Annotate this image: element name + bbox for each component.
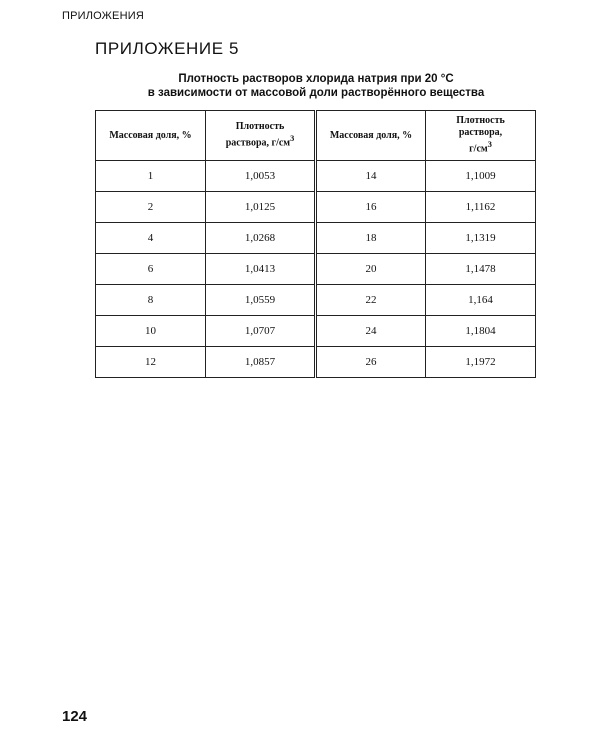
header-density-right bbox=[426, 111, 536, 161]
cell-mass-fraction: 18 bbox=[316, 223, 426, 254]
cell-mass-fraction: 20 bbox=[316, 254, 426, 285]
header-mass-fraction-left-label: Массовая доля, % bbox=[109, 129, 192, 141]
cell-mass-fraction: 12 bbox=[96, 347, 206, 378]
header-density-left-line2: раствора, г/см bbox=[225, 137, 291, 149]
cell-density: 1,1009 bbox=[426, 161, 536, 192]
cell-density: 1,1319 bbox=[426, 223, 536, 254]
table-row bbox=[96, 316, 536, 347]
cell-density: 1,164 bbox=[426, 285, 536, 316]
table-header-row bbox=[96, 111, 536, 161]
cell-mass-fraction: 14 bbox=[316, 161, 426, 192]
header-density-right-line3: г/см bbox=[469, 143, 488, 155]
cell-density: 1,1162 bbox=[426, 192, 536, 223]
cell-mass-fraction: 8 bbox=[96, 285, 206, 316]
cell-mass-fraction: 22 bbox=[316, 285, 426, 316]
cell-mass-fraction: 2 bbox=[96, 192, 206, 223]
header-density-left bbox=[206, 111, 316, 161]
header-density-right-line2: раствора, bbox=[458, 127, 503, 139]
header-mass-fraction-right bbox=[316, 111, 426, 161]
cell-density: 1,0053 bbox=[206, 161, 316, 192]
cell-density: 1,1972 bbox=[426, 347, 536, 378]
appendix-title: ПРИЛОЖЕНИЕ 5 bbox=[95, 39, 240, 58]
cell-density: 1,0413 bbox=[206, 254, 316, 285]
cell-mass-fraction: 26 bbox=[316, 347, 426, 378]
caption-line-1: Плотность растворов хлорида натрия при 20 °С bbox=[178, 73, 454, 85]
table-row bbox=[96, 161, 536, 192]
table-row bbox=[96, 254, 536, 285]
header-mass-fraction-left bbox=[96, 111, 206, 161]
header-density-left-sup: 3 bbox=[290, 134, 295, 144]
cell-mass-fraction: 6 bbox=[96, 254, 206, 285]
page-number: 124 bbox=[62, 708, 88, 725]
caption-line-2: в зависимости от массовой доли растворённого вещества bbox=[147, 87, 485, 99]
density-table-container bbox=[95, 110, 536, 378]
cell-density: 1,0268 bbox=[206, 223, 316, 254]
cell-mass-fraction: 4 bbox=[96, 223, 206, 254]
table-caption bbox=[95, 72, 537, 100]
table-row bbox=[96, 347, 536, 378]
running-head: ПРИЛОЖЕНИЯ bbox=[62, 10, 144, 22]
header-density-left-line1: Плотность bbox=[235, 121, 285, 133]
cell-mass-fraction: 10 bbox=[96, 316, 206, 347]
density-table bbox=[95, 110, 536, 378]
cell-density: 1,0559 bbox=[206, 285, 316, 316]
cell-mass-fraction: 1 bbox=[96, 161, 206, 192]
cell-density: 1,0707 bbox=[206, 316, 316, 347]
cell-density: 1,1478 bbox=[426, 254, 536, 285]
table-row bbox=[96, 192, 536, 223]
cell-mass-fraction: 16 bbox=[316, 192, 426, 223]
header-density-right-sup: 3 bbox=[487, 140, 492, 150]
cell-density: 1,0857 bbox=[206, 347, 316, 378]
cell-density: 1,1804 bbox=[426, 316, 536, 347]
table-row bbox=[96, 285, 536, 316]
header-density-right-line1: Плотность bbox=[456, 115, 505, 127]
cell-mass-fraction: 24 bbox=[316, 316, 426, 347]
header-mass-fraction-right-label: Массовая доля, % bbox=[329, 129, 413, 141]
table-row bbox=[96, 223, 536, 254]
cell-density: 1,0125 bbox=[206, 192, 316, 223]
